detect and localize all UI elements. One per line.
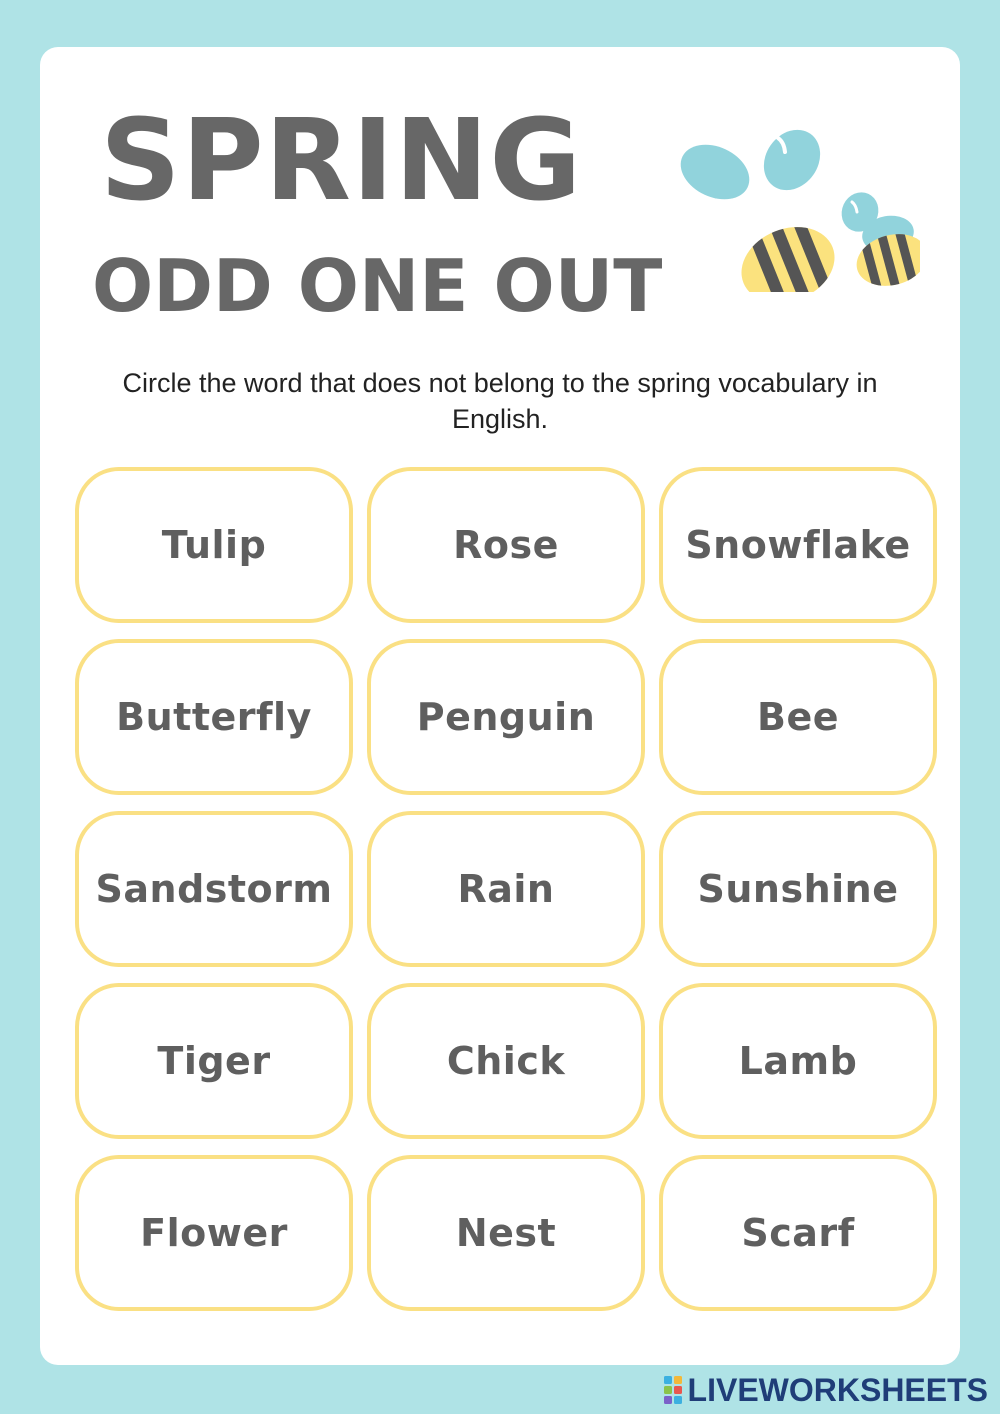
word-card[interactable]	[659, 639, 937, 795]
liveworksheets-logo-icon	[664, 1376, 684, 1404]
word-card-label: Sandstorm	[95, 867, 333, 911]
word-card[interactable]	[75, 811, 353, 967]
word-card-label: Tiger	[157, 1039, 271, 1083]
word-card-label: Rose	[453, 523, 559, 567]
word-card[interactable]	[75, 639, 353, 795]
word-card-label: Butterfly	[116, 695, 312, 739]
word-card-label: Scarf	[741, 1211, 855, 1255]
word-card[interactable]	[75, 983, 353, 1139]
big-bee-icon	[672, 122, 846, 292]
word-card-grid	[75, 467, 937, 1311]
worksheet-sheet	[40, 47, 960, 1365]
word-card-label: Rain	[457, 867, 555, 911]
small-bee-icon	[835, 186, 920, 292]
word-card-label: Snowflake	[685, 523, 911, 567]
word-card[interactable]	[367, 811, 645, 967]
word-card[interactable]	[367, 639, 645, 795]
worksheet-title: SPRING	[100, 96, 583, 226]
word-card-label: Sunshine	[697, 867, 899, 911]
word-card[interactable]	[659, 811, 937, 967]
bee-illustration-icon	[670, 122, 920, 292]
word-card-label: Penguin	[416, 695, 596, 739]
word-card-label: Bee	[756, 695, 839, 739]
word-card[interactable]	[367, 1155, 645, 1311]
word-card[interactable]	[659, 983, 937, 1139]
worksheet-subtitle: ODD ONE OUT	[92, 244, 663, 328]
word-card[interactable]	[75, 467, 353, 623]
word-card-label: Flower	[140, 1211, 288, 1255]
brand-name: LIVEWORKSHEETS	[687, 1371, 988, 1408]
word-card-label: Lamb	[738, 1039, 858, 1083]
word-card[interactable]	[367, 467, 645, 623]
word-card[interactable]	[367, 983, 645, 1139]
instructions-text: Circle the word that does not belong to the spring vocabulary in English.	[122, 368, 878, 434]
word-card[interactable]	[75, 1155, 353, 1311]
word-card-label: Tulip	[161, 523, 267, 567]
word-card-label: Nest	[455, 1211, 557, 1255]
word-card[interactable]	[659, 467, 937, 623]
liveworksheets-brand	[664, 1370, 988, 1410]
word-card[interactable]	[659, 1155, 937, 1311]
word-card-label: Chick	[446, 1039, 566, 1083]
